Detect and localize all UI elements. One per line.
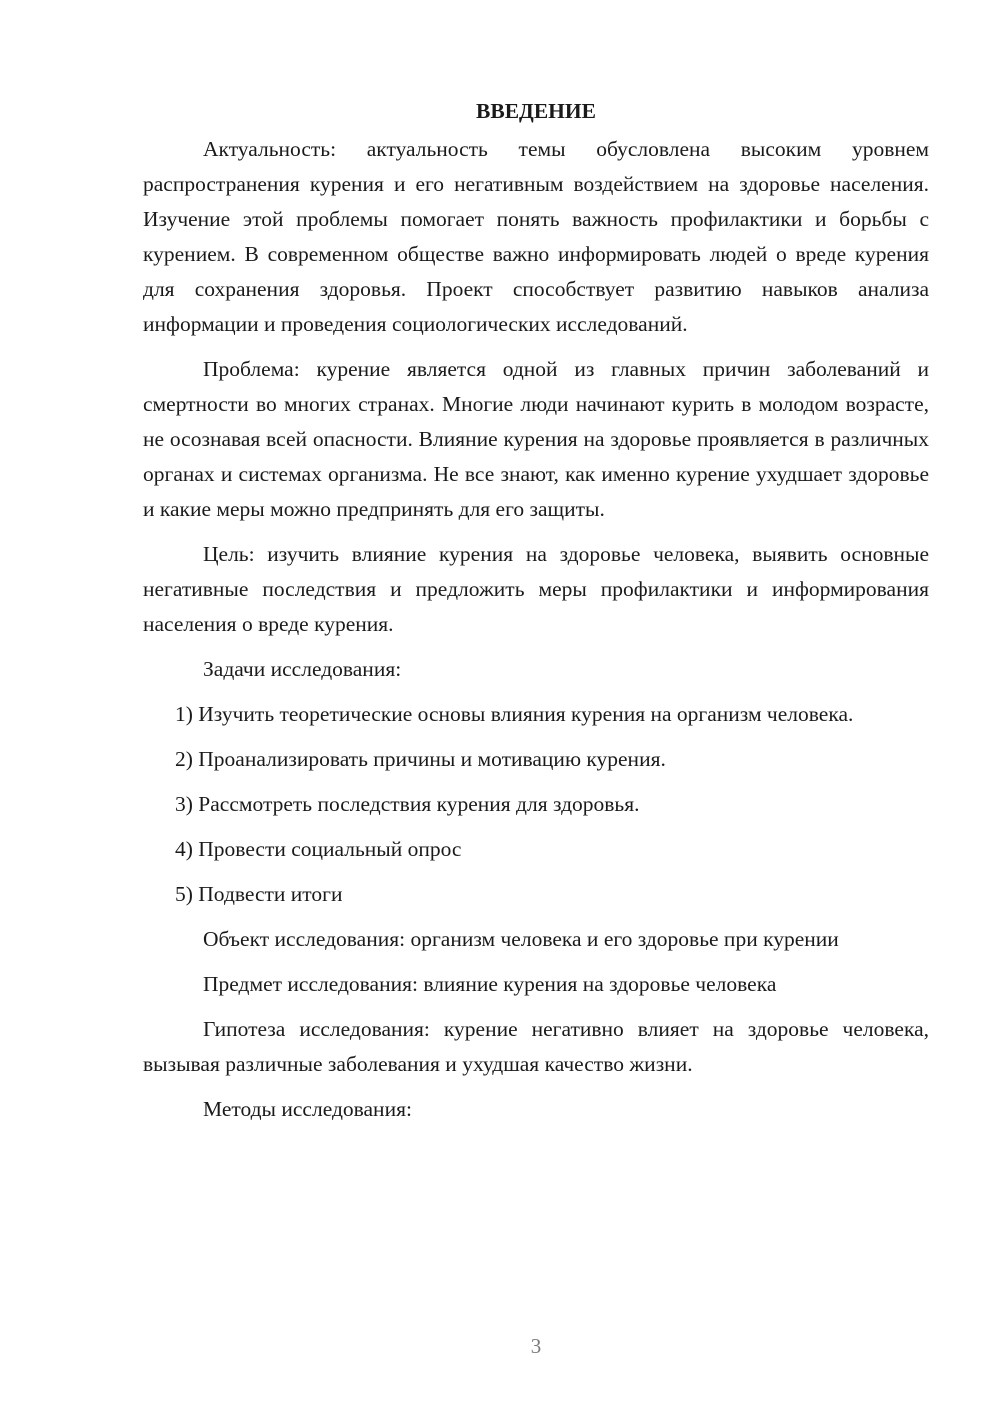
tasks-heading: Задачи исследования: — [203, 657, 402, 681]
methods-heading: Методы исследования: — [203, 1097, 412, 1121]
paragraph-relevance: Актуальность: актуальность темы обусловлена высоким уровнем распространения курения и его негативным воздействием на здоровье населения. Изучение этой проблемы помогает понять важность профилактики и борьбы с курением. В современном обществе важно информировать людей о вреде курения для сохранения здоровья. Проект способствует развитию навыков анализа информации и проведения социологических исследований. — [143, 137, 929, 336]
task-item-3: 3) Рассмотреть последствия курения для здоровья. — [175, 792, 640, 816]
paragraph-subject: Предмет исследования: влияние курения на здоровье человека — [203, 972, 777, 996]
task-item-1: 1) Изучить теоретические основы влияния курения на организм человека. — [175, 702, 854, 726]
task-item-2: 2) Проанализировать причины и мотивацию курения. — [175, 747, 666, 771]
paragraph-object: Объект исследования: организм человека и его здоровье при курении — [203, 927, 839, 951]
page-content — [143, 96, 929, 1137]
paragraph-hypothesis: Гипотеза исследования: курение негативно влияет на здоровье человека, вызывая различные заболевания и ухудшая качество жизни. — [143, 1017, 929, 1076]
paragraph-goal: Цель: изучить влияние курения на здоровье человека, выявить основные негативные последствия и предложить меры профилактики и информирования населения о вреде курения. — [143, 542, 929, 636]
task-item-5: 5) Подвести итоги — [175, 882, 343, 906]
section-title: ВВЕДЕНИЕ — [476, 99, 596, 123]
page-number: 3 — [530, 1334, 542, 1358]
paragraph-problem: Проблема: курение является одной из главных причин заболеваний и смертности во многих странах. Многие люди начинают курить в молодом возрасте, не осознавая всей опасности. Влияние курения на здоровье проявляется в различных органах и системах организма. Не все знают, как именно курение ухудшает здоровье и какие меры можно предпринять для его защиты. — [143, 357, 929, 521]
task-item-4: 4) Провести социальный опрос — [175, 837, 462, 861]
